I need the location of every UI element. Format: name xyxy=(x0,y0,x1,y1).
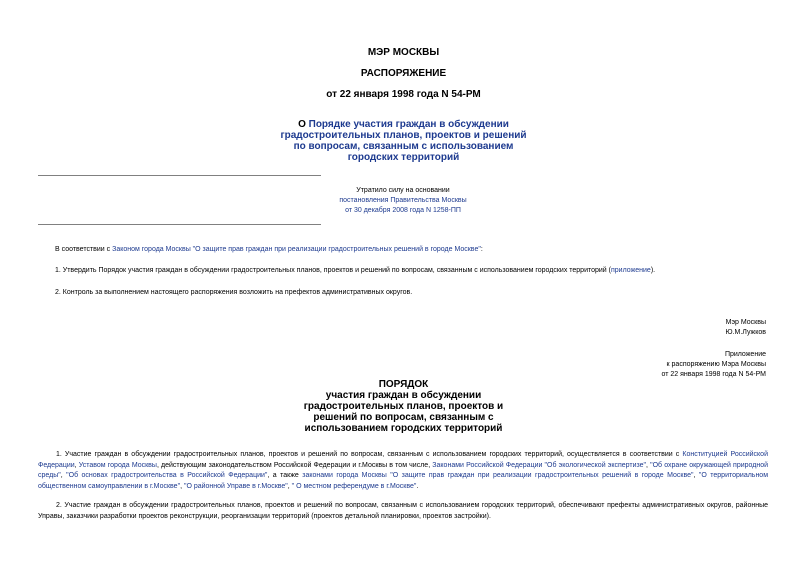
signature-block xyxy=(726,318,766,338)
appendix-note xyxy=(662,350,766,380)
para1-text: , действующим законодательством Российской Федерации и г.Москвы в том числе, xyxy=(156,461,433,469)
ecology-expertise-law-link[interactable]: Законами Российской Федерации "Об экологической экспертизе" xyxy=(432,461,647,469)
para1-sep: , xyxy=(646,461,651,469)
appendix-line2: к распоряжению Мэра Москвы xyxy=(666,361,766,368)
order-title xyxy=(0,379,807,434)
signature-role: Мэр Москвы xyxy=(725,319,766,326)
order-line2: градостроительных планов, проектов и xyxy=(303,401,504,412)
citizens-rights-law-link[interactable]: законами города Москвы "О защите прав граждан при реализации градостроительных решений в городе Москве" xyxy=(302,472,694,479)
para1-text: 1. Участие граждан в обсуждении градостроительных планов, проектов и решений по вопросам, связанным с использованием городских территорий, осуществляется в соответствии с xyxy=(56,451,683,458)
status-link-resolution[interactable]: постановления Правительства Москвы xyxy=(339,197,467,204)
appendix-line1: Приложение xyxy=(724,351,766,358)
order-item-1 xyxy=(55,266,775,276)
appendix-link[interactable]: приложение xyxy=(611,267,651,274)
order-heading: ПОРЯДОК xyxy=(378,379,429,390)
document-title xyxy=(0,119,807,163)
status-note xyxy=(320,186,486,216)
order-paragraph-1 xyxy=(38,450,768,492)
order-line3: решений по вопросам, связанным с xyxy=(313,412,494,423)
mayor-heading: МЭР МОСКВЫ xyxy=(367,47,440,58)
constitution-link[interactable]: Конституцией Российской Федерации xyxy=(38,451,768,469)
district-council-law-link[interactable]: "О районной Управе в г.Москве" xyxy=(183,482,288,490)
environment-law-link[interactable]: "Об охране окружающей природной среды" xyxy=(38,461,769,479)
status-line1: Утратило силу на основании xyxy=(356,187,450,194)
para1-sep: , xyxy=(180,482,184,490)
para1-text: , а также xyxy=(267,472,303,479)
order-item-2: 2. Контроль за выполнением настоящего распоряжения возложить на префектов административных округов. xyxy=(55,289,413,296)
divider-top xyxy=(38,175,321,176)
appendix-line3: от 22 января 1998 года N 54-РМ xyxy=(661,371,766,378)
order-line1: участия граждан в обсуждении xyxy=(325,390,482,401)
preamble-colon: : xyxy=(480,246,483,253)
para1-sep: , xyxy=(60,472,67,479)
moscow-charter-link[interactable]: Уставом города Москвы xyxy=(78,461,157,469)
order-paragraph-2: 2. Участие граждан в обсуждении градостроительных планов, проектов и решений по вопросам, связанным с использованием городских территорий, обеспечивают префекты административных округов, районные Управы, заказчики разработки проектов реконструкции, реорганизации территорий (проектов детальной планировки, проектов застройки). xyxy=(38,502,768,520)
document-type: РАСПОРЯЖЕНИЕ xyxy=(360,68,447,79)
title-link-line2[interactable]: градостроительных планов, проектов и решений xyxy=(280,130,527,141)
referendum-law-link[interactable]: " О местном референдуме в г.Москве" xyxy=(291,482,417,490)
para1-sep: , xyxy=(693,472,699,479)
preamble-law-link[interactable]: Законом города Москвы "О защите прав граждан при реализации градостроительных решений в городе Москве" xyxy=(112,246,481,253)
title-link-line1[interactable]: Порядке участия граждан в обсуждении xyxy=(308,119,509,130)
title-link-line4[interactable]: городских территорий xyxy=(347,152,460,163)
preamble-text: В соответствии с xyxy=(55,246,113,253)
signature-name: Ю.М.Лужков xyxy=(725,329,766,336)
para1-sep: , xyxy=(287,482,292,490)
title-link-line3[interactable]: по вопросам, связанным с использованием xyxy=(293,141,514,152)
order-line4: использованием городских территорий xyxy=(304,423,503,434)
divider-bottom xyxy=(38,224,321,225)
item1-text: 1. Утвердить Порядок участия граждан в обсуждении градостроительных планов, проектов и решений по вопросам, связанным с использованием городских территорий ( xyxy=(55,267,611,274)
document-date: от 22 января 1998 года N 54-РМ xyxy=(326,89,481,100)
self-government-law-link[interactable]: "О территориальном общественном самоуправлении в г.Москве" xyxy=(38,472,769,490)
title-prefix: О xyxy=(298,119,309,130)
para1-sep: , xyxy=(74,461,79,469)
item1-end: ). xyxy=(650,267,656,274)
preamble xyxy=(55,245,775,255)
para1-end: . xyxy=(416,482,419,490)
status-link-date[interactable]: от 30 декабря 2008 года N 1258-ПП xyxy=(345,207,461,214)
urban-planning-law-link[interactable]: "Об основах градостроительства в Российской Федерации" xyxy=(66,472,268,479)
